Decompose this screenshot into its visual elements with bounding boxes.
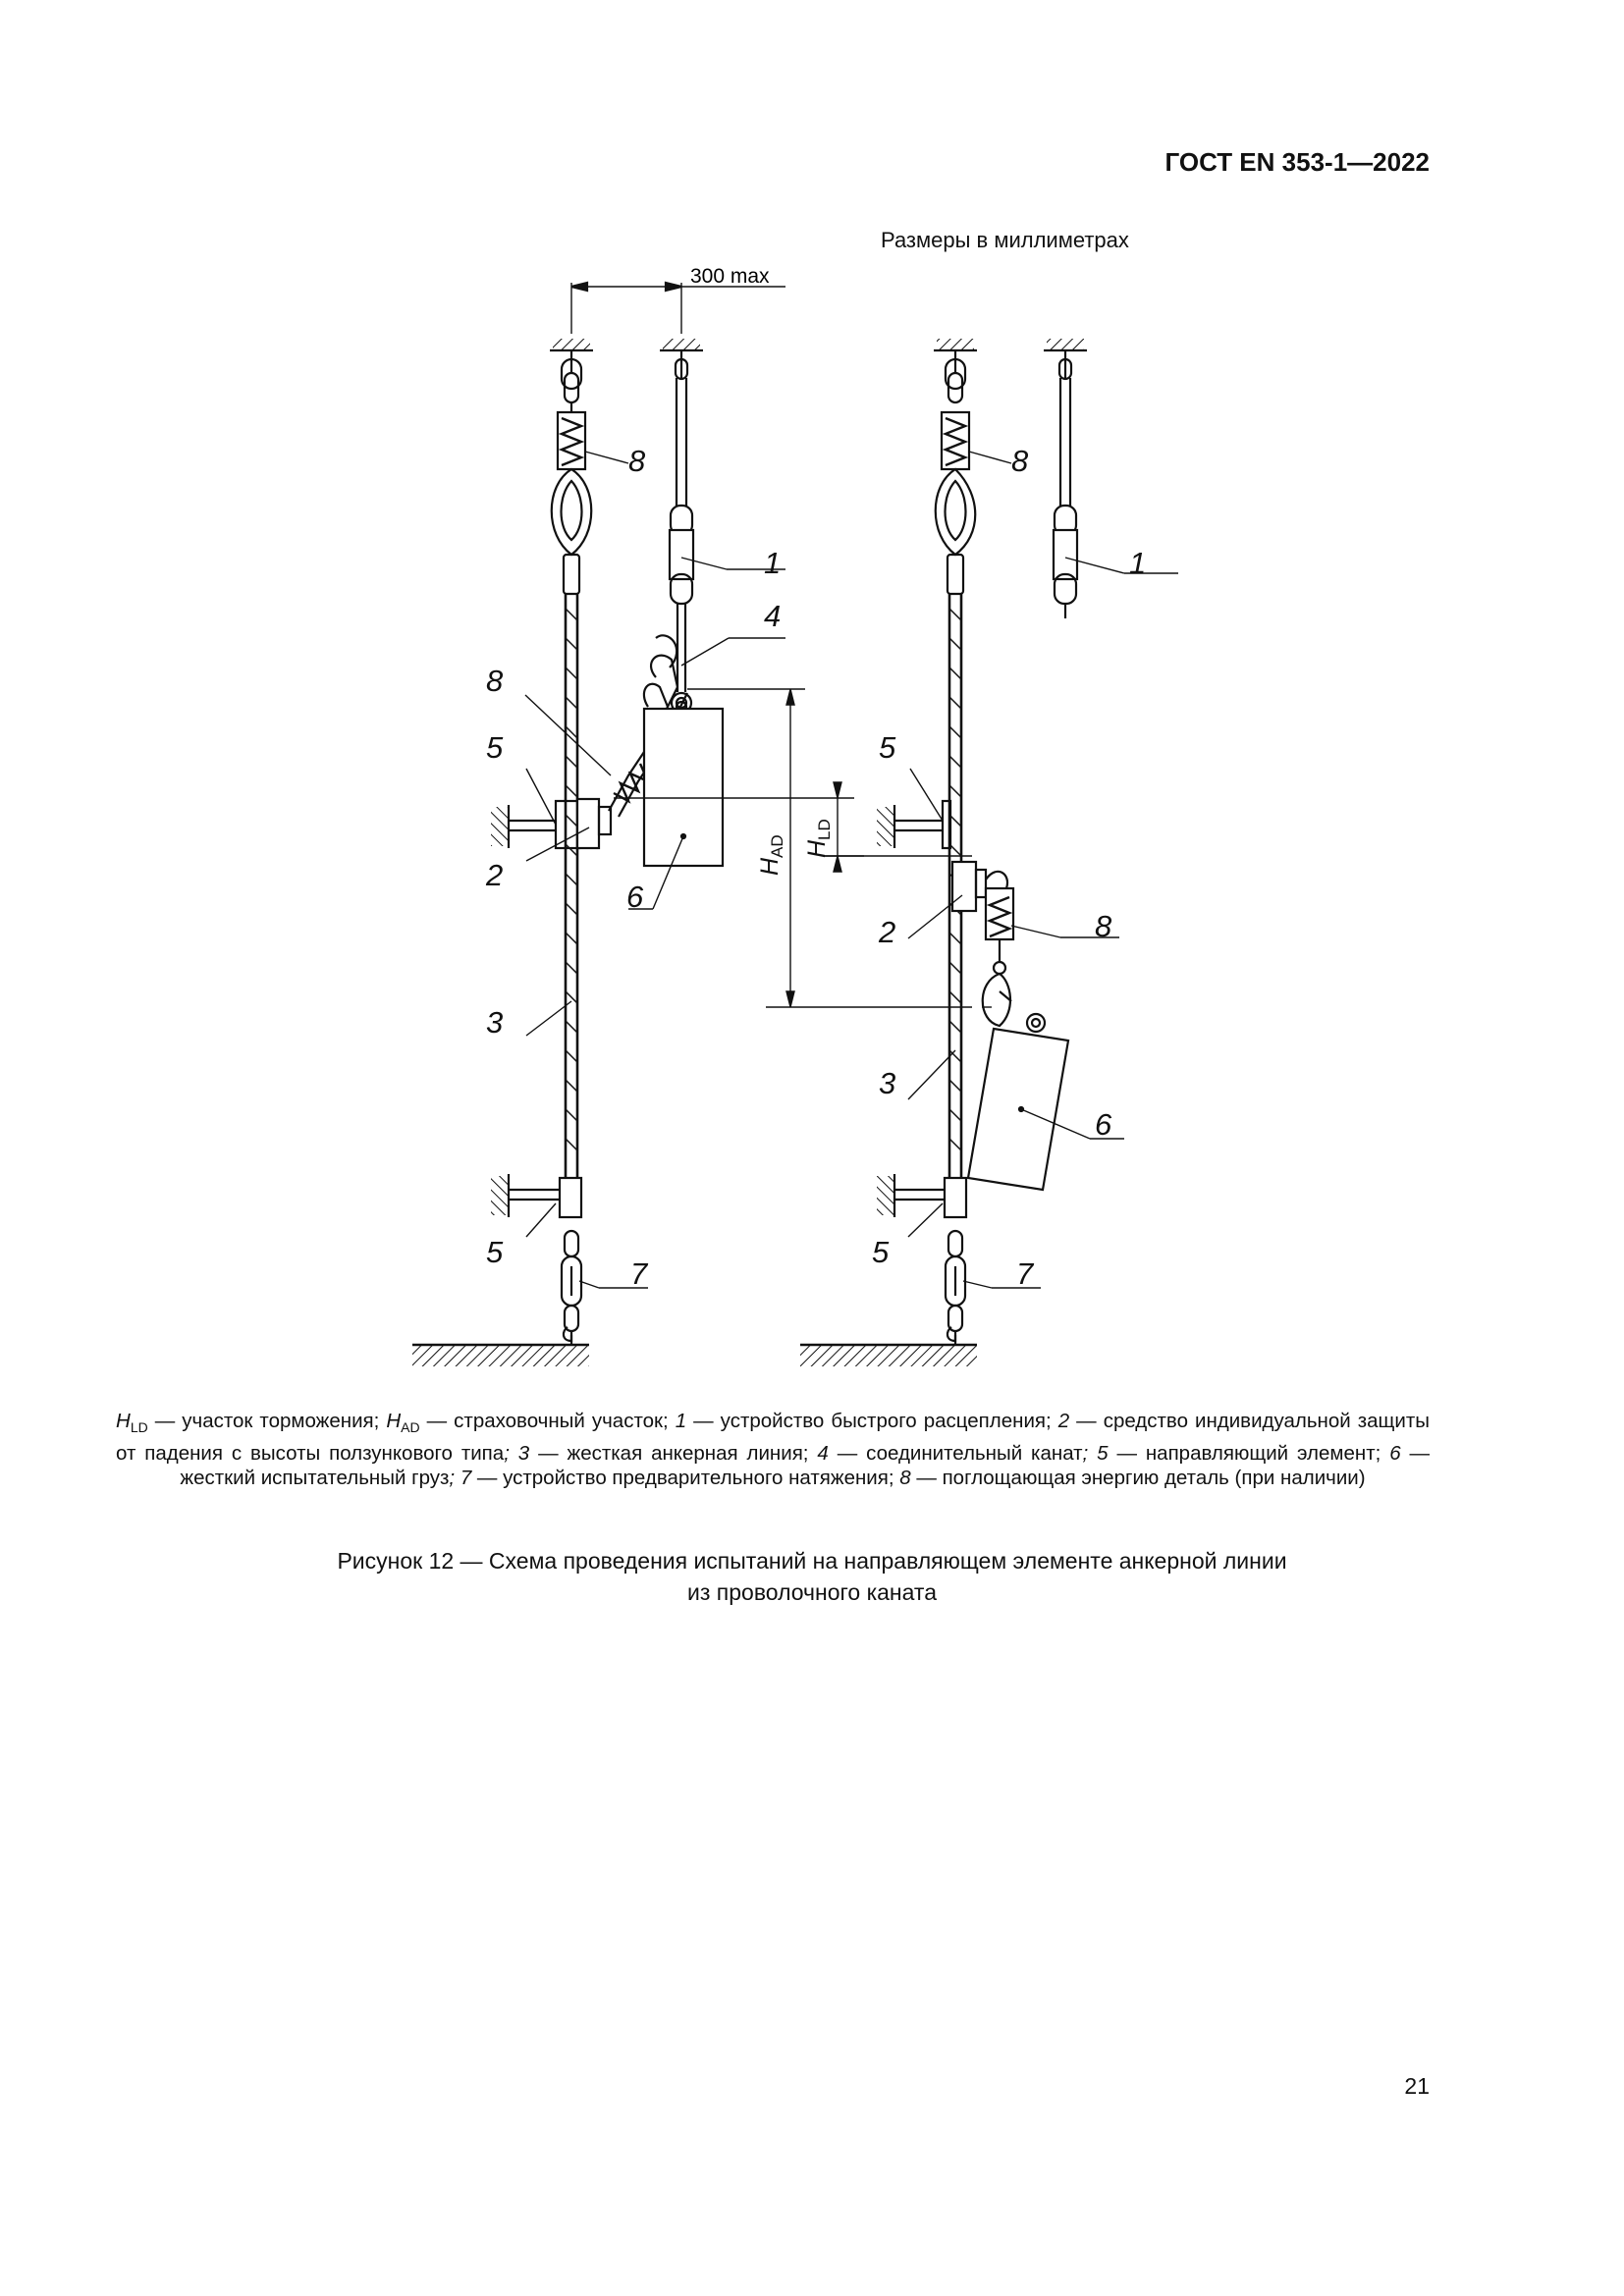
page-number: 21 xyxy=(1404,2073,1430,2099)
left-label-8-top: 8 xyxy=(628,444,646,478)
left-label-5-bottom: 5 xyxy=(486,1235,504,1269)
right-slider xyxy=(908,862,986,938)
left-label-5-top: 5 xyxy=(486,730,504,765)
right-absorber-lanyard xyxy=(983,872,1119,1026)
left-label-8: 8 xyxy=(486,664,504,698)
left-label-2: 2 xyxy=(486,858,504,892)
right-label-5-bottom: 5 xyxy=(872,1235,890,1269)
right-release-device xyxy=(1054,378,1178,618)
figure-caption xyxy=(187,1545,1437,1608)
right-label-5-top: 5 xyxy=(879,730,896,765)
h-ad-label: $H_{AD}$ xyxy=(756,834,786,876)
right-label-8-top: 8 xyxy=(1011,444,1029,478)
left-label-1: 1 xyxy=(764,546,782,580)
left-guide-bottom xyxy=(491,1174,581,1217)
dimension-300-max: 300 max xyxy=(690,265,770,288)
right-diagram xyxy=(800,339,1178,1366)
left-top-anchor xyxy=(550,339,593,412)
right-label-2: 2 xyxy=(879,915,896,949)
right-label-3: 3 xyxy=(879,1066,896,1100)
left-slider xyxy=(577,799,611,848)
right-top-anchor-2 xyxy=(1044,339,1087,379)
figure-legend: $H_{LD}$ — участок торможения; $H_{AD}$ — страховочный участок; 1 — устройство быстрого расцепления; 2 — средство индивидуальной защиты от падения с высоты ползункового типа; 3 — жесткая анкерная линия; 4 — соединительный канат; 5 — направляющий элемент; 6 — жесткий испытательный груз; 7 — устройство предварительного натяжения; 8 — поглощающая энергию деталь (при наличии) xyxy=(116,1410,1430,1490)
left-top-anchor-2 xyxy=(660,339,703,379)
right-top-anchor xyxy=(934,339,977,402)
right-label-1: 1 xyxy=(1129,546,1147,580)
right-absorber-top xyxy=(942,412,1011,469)
right-guide-bottom xyxy=(877,1174,966,1237)
right-label-8: 8 xyxy=(1095,909,1112,943)
dimensions-note: Размеры в миллиметрах xyxy=(881,228,1129,252)
left-label-6: 6 xyxy=(626,880,644,914)
h-ld-label: $H_{LD}$ xyxy=(803,819,834,858)
right-test-mass xyxy=(968,1014,1124,1190)
left-label-7: 7 xyxy=(630,1256,648,1291)
left-absorber-top xyxy=(558,412,628,469)
right-label-6: 6 xyxy=(1095,1107,1112,1142)
left-label-3: 3 xyxy=(486,1005,504,1040)
left-label-4: 4 xyxy=(764,599,782,633)
right-guide-top xyxy=(877,769,950,848)
document-code: ГОСТ EN 353-1—2022 xyxy=(1164,147,1430,177)
right-label-7: 7 xyxy=(1016,1256,1034,1291)
caption-line-1: Рисунок 12 — Схема проведения испытаний на направляющем элементе анкерной линии xyxy=(337,1548,1287,1574)
caption-line-2: из проволочного каната xyxy=(687,1579,937,1605)
